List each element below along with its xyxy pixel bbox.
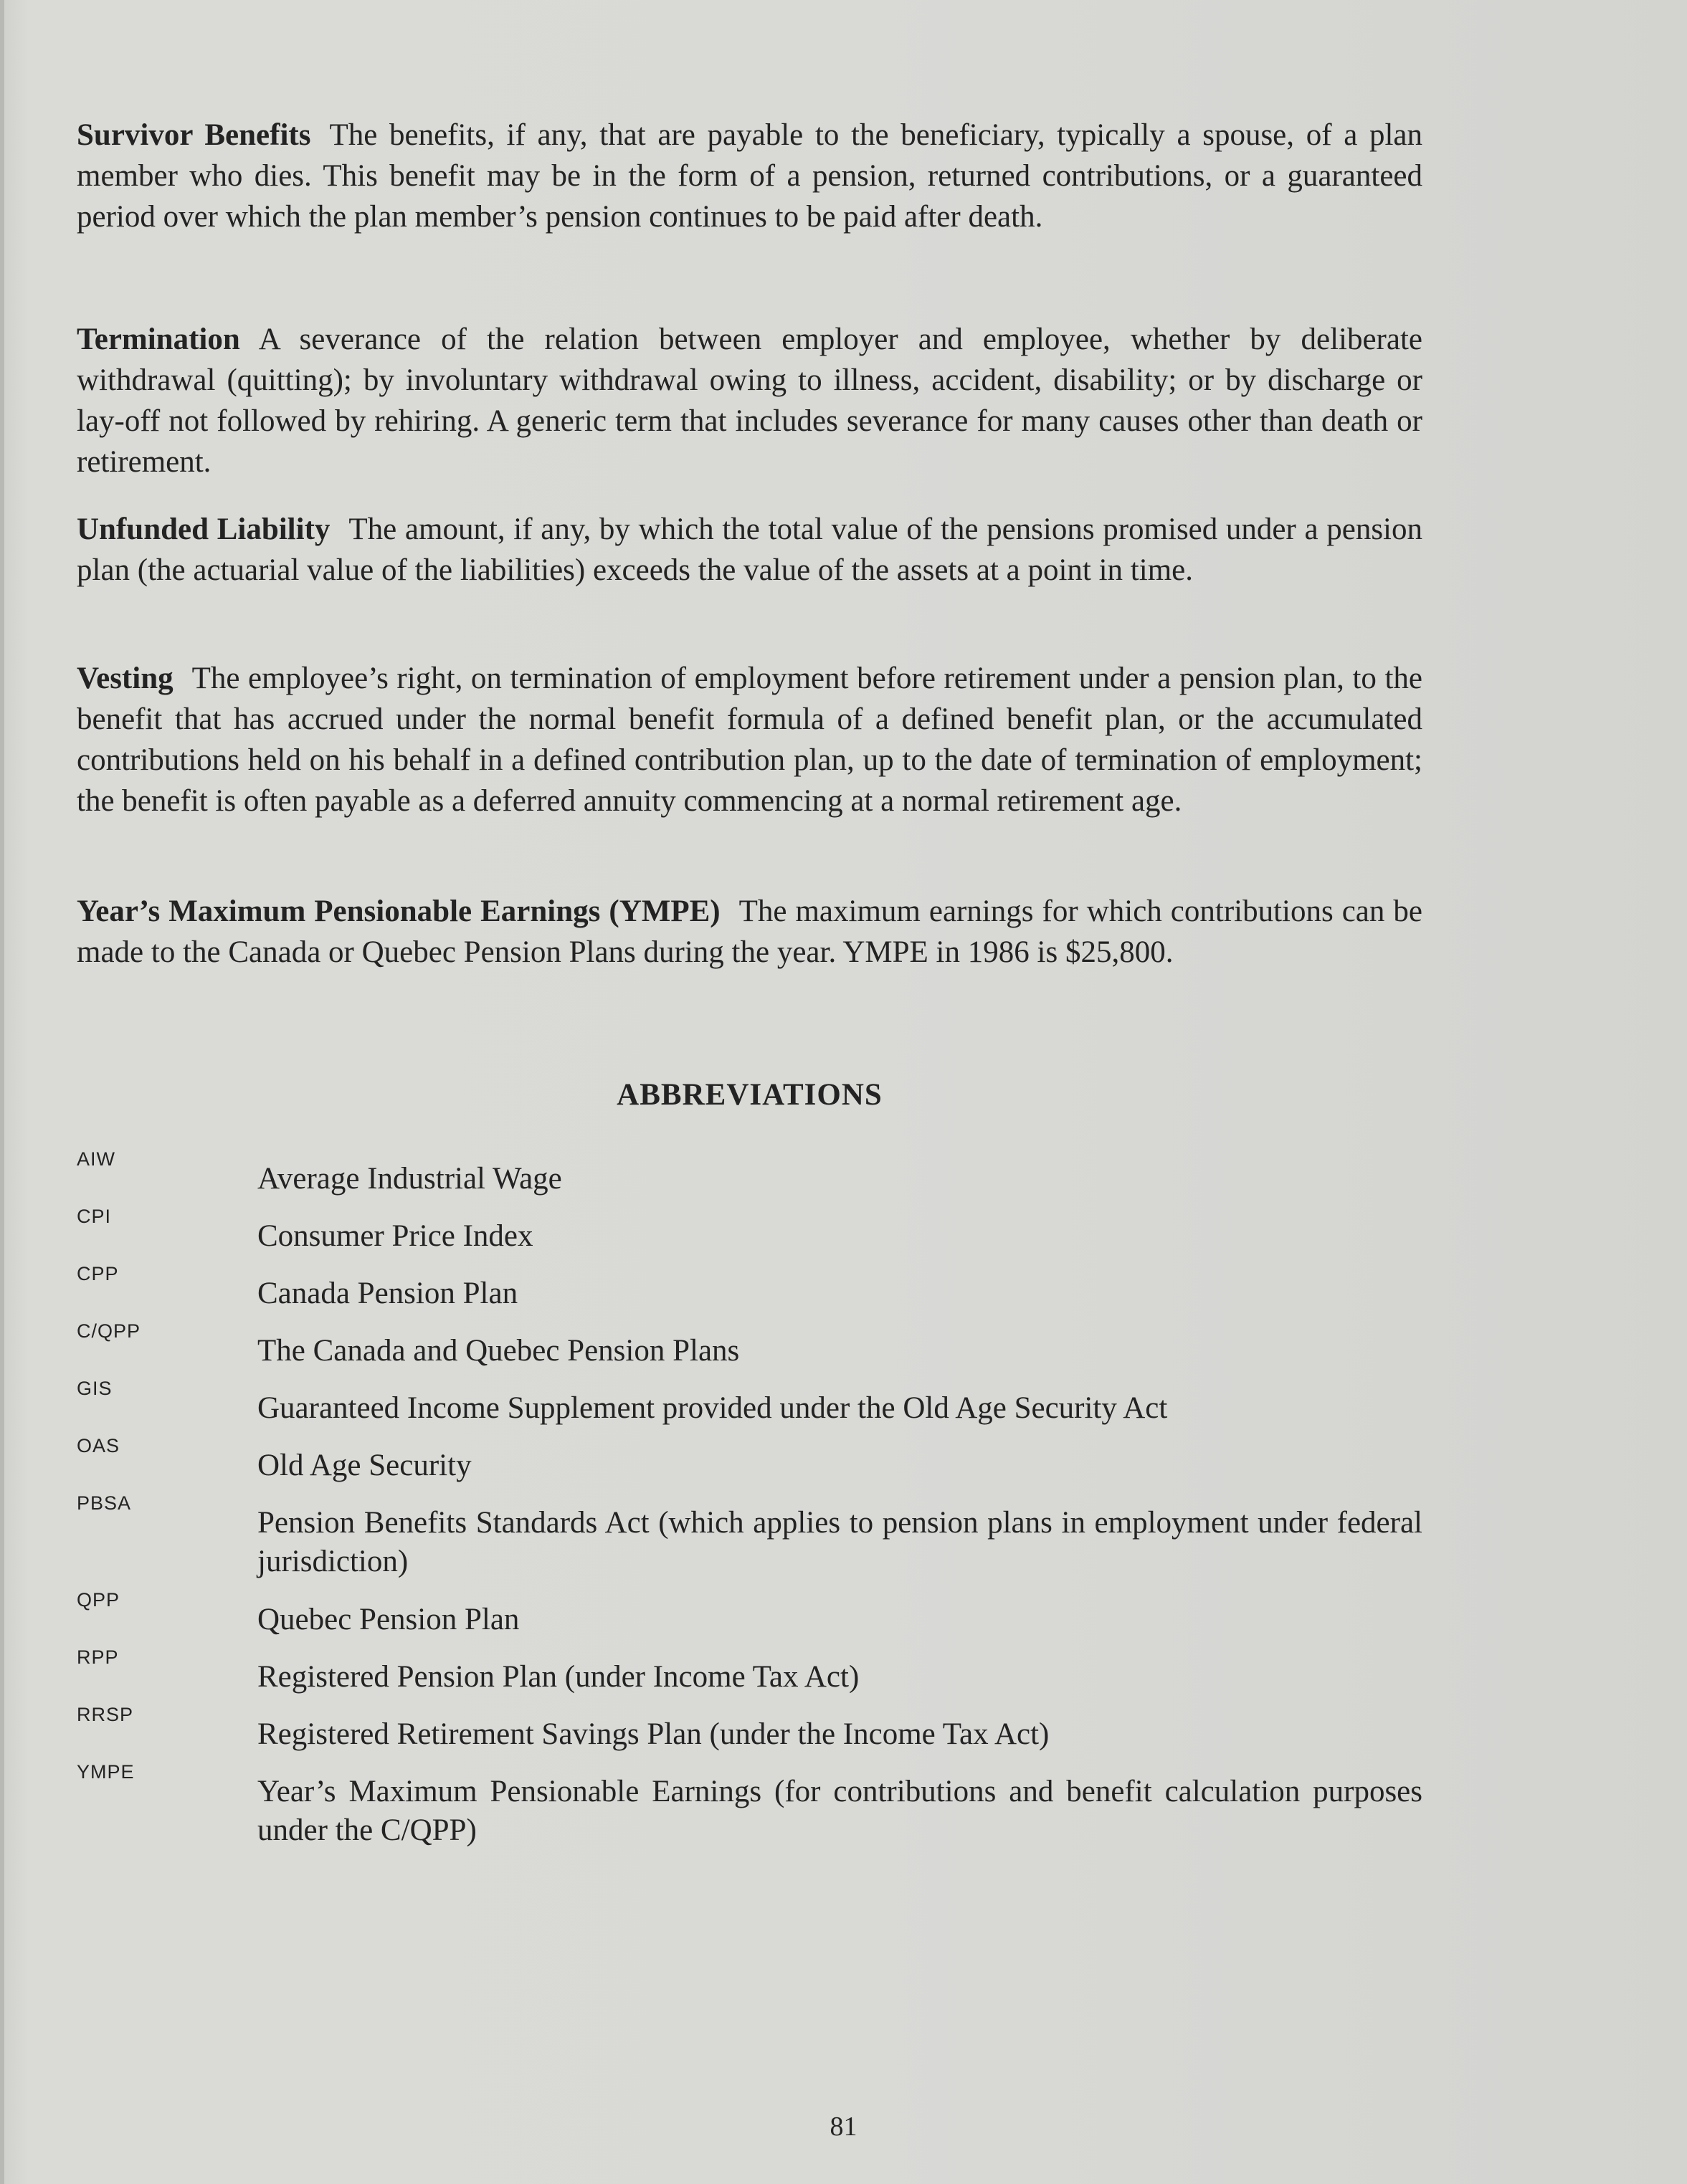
abbreviations-list [77, 1147, 1422, 1856]
glossary-term: Termination [77, 323, 240, 356]
abbreviation-code: PBSA [77, 1492, 132, 1514]
abbreviation-row-oas [77, 1434, 1422, 1491]
abbreviation-row-cqpp [77, 1319, 1422, 1376]
abbreviation-definition: Quebec Pension Plan [257, 1603, 520, 1636]
abbreviation-row-qpp [77, 1588, 1422, 1645]
abbreviation-definition: Canada Pension Plan [257, 1277, 518, 1310]
glossary-term: Survivor Benefits [77, 118, 311, 152]
abbreviation-code: CPI [77, 1206, 112, 1227]
glossary-entry-unfunded-liability [77, 509, 1422, 591]
abbreviation-code: GIS [77, 1378, 113, 1399]
glossary-definition: The maximum earnings for which contributions can be made to the Canada or Quebec Pension Plans during the year. YMPE in 1986 is $25,800. [77, 895, 1422, 969]
glossary-term: Unfunded Liability [77, 512, 331, 546]
glossary-definition: The amount, if any, by which the total value of the pensions promised under a pension plan (the actuarial value of the liabilities) exceeds the value of the assets at a point in time. [77, 512, 1422, 587]
abbreviation-definition: Average Industrial Wage [257, 1162, 562, 1196]
abbreviation-code: CPP [77, 1263, 119, 1284]
abbreviation-definition: Registered Pension Plan (under Income Tax Act) [257, 1660, 860, 1694]
abbreviation-code: C/QPP [77, 1320, 141, 1342]
glossary-entry-survivor-benefits [77, 115, 1422, 237]
abbreviation-row-rpp [77, 1645, 1422, 1702]
abbreviation-code: YMPE [77, 1761, 135, 1783]
glossary-entry-ympe [77, 891, 1422, 973]
abbreviation-code: RRSP [77, 1704, 134, 1725]
abbreviation-row-ympe [77, 1760, 1422, 1856]
page-number: 81 [830, 2112, 857, 2142]
abbreviation-definition: Guaranteed Income Supplement provided under the Old Age Security Act [257, 1391, 1168, 1425]
abbreviation-definition: Registered Retirement Savings Plan (under the Income Tax Act) [257, 1717, 1050, 1751]
abbreviation-row-aiw [77, 1147, 1422, 1204]
abbreviation-code: RPP [77, 1646, 119, 1668]
glossary-term: Vesting [77, 662, 174, 695]
glossary-definition: The employee’s right, on termination of employment before retirement under a pension plan, to the benefit that has accrued under the normal benefit formula of a defined benefit plan, or the accumulated contributions held on his behalf in a defined contribution plan, up to the date of termination of employment; the benefit is often payable as a deferred annuity commencing at a normal retirement age. [77, 662, 1422, 818]
glossary-definition: A severance of the relation between employer and employee, whether by deliberate withdrawal (quitting); by involuntary withdrawal owing to illness, accident, disability; or by discharge or lay-off not followed by rehiring. A generic term that includes severance for many causes other than death or retirement. [77, 323, 1422, 479]
glossary-entry-vesting [77, 658, 1422, 821]
abbreviation-definition: Pension Benefits Standards Act (which applies to pension plans in employment under federal jurisdiction) [257, 1506, 1422, 1578]
page-binding-edge [0, 0, 4, 2184]
abbreviation-definition: Consumer Price Index [257, 1219, 533, 1253]
abbreviation-row-gis [77, 1376, 1422, 1434]
glossary-definition: The benefits, if any, that are payable to the beneficiary, typically a spouse, of a plan member who dies. This benefit may be in the form of a pension, returned contributions, or a guaranteed period over which the plan member’s pension continues to be paid after death. [77, 118, 1423, 234]
glossary-entry-termination [77, 319, 1422, 482]
abbreviation-definition: Old Age Security [257, 1449, 472, 1482]
abbreviation-row-pbsa [77, 1491, 1422, 1588]
abbreviation-code: OAS [77, 1435, 120, 1456]
abbreviation-definition: The Canada and Quebec Pension Plans [257, 1334, 740, 1368]
abbreviation-definition: Year’s Maximum Pensionable Earnings (for contributions and benefit calculation purposes under the C/QPP) [257, 1775, 1422, 1847]
abbreviation-row-rrsp [77, 1702, 1422, 1760]
abbreviations-heading: ABBREVIATIONS [617, 1078, 883, 1112]
abbreviation-code: QPP [77, 1589, 120, 1611]
glossary-term: Year’s Maximum Pensionable Earnings (YMPE) [77, 895, 721, 928]
abbreviation-code: AIW [77, 1148, 115, 1170]
abbreviation-row-cpp [77, 1262, 1422, 1319]
abbreviation-row-cpi [77, 1204, 1422, 1262]
